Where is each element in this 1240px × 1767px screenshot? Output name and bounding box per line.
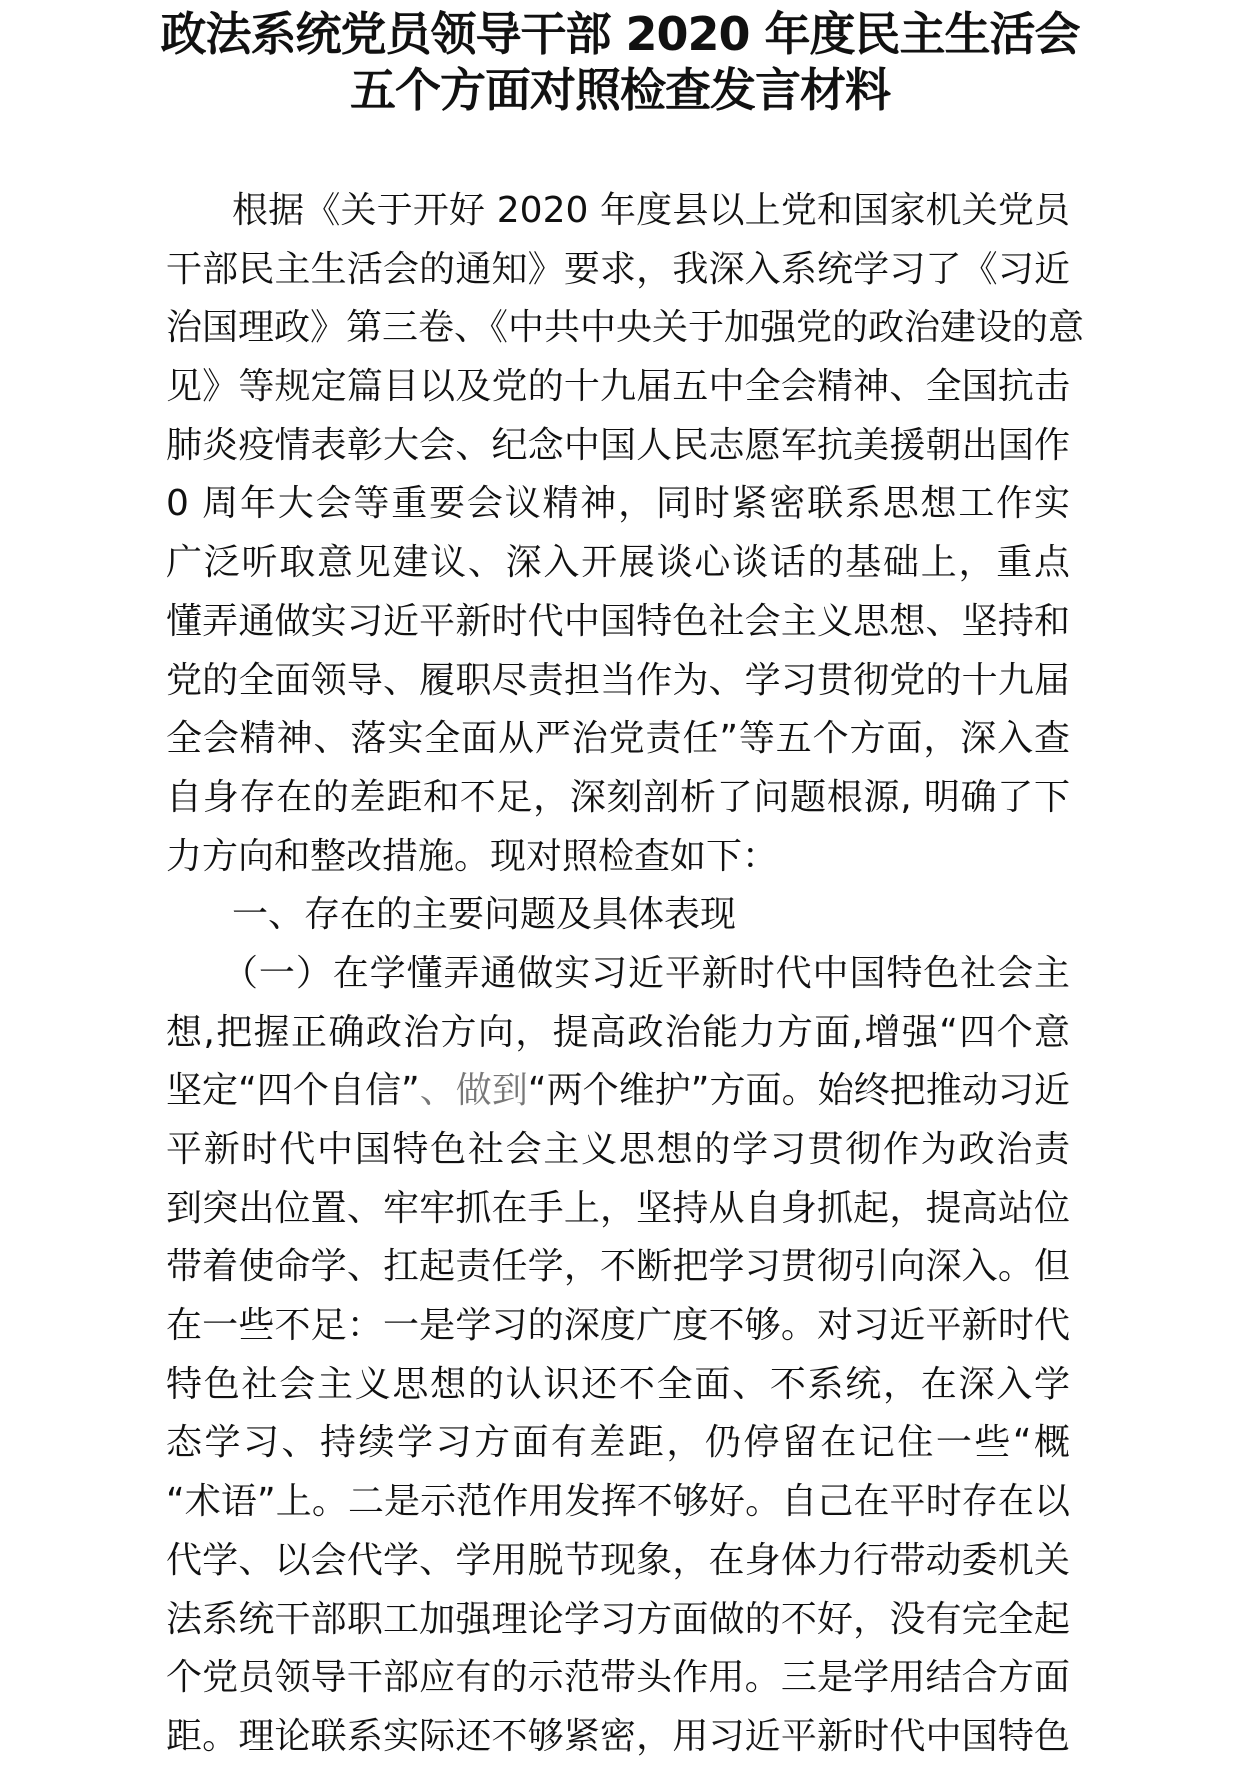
text-line: 特色社会主义思想的认识还不全面、不系统，在深入学 [166,1363,1070,1405]
text-line: 力方向和整改措施。现对照检查如下： [166,835,779,877]
text-line: 带着使命学、扛起责任学，不断把学习贯彻引向深入。但 [166,1246,1070,1288]
text-line [166,1062,1070,1121]
text-segment: “两个维护”方面。始终把推动习近 [527,1070,1070,1112]
text-line: 距。理论联系实际还不够紧密，用习近平新时代中国特色 [166,1715,1070,1757]
text-line: 态学习、持续学习方面有差距，仍停留在记住一些“概 [166,1422,1070,1464]
text-line: 到突出位置、牢牢抓在手上，坚持从自身抓起，提高站位 [166,1187,1070,1229]
text-line: （一）在学懂弄通做实习近平新时代中国特色社会主 [222,952,1070,994]
text-line: 广泛听取意见建议、深入开展谈心谈话的基础上，重点 [166,542,1070,584]
text-line: 自身存在的差距和不足，深刻剖析了问题根源, 明确了下 [166,776,1070,818]
text-segment: 坚定“四个自信” [166,1070,420,1112]
text-segment: 、做到 [419,1070,528,1112]
text-line: 根据《关于开好 2020 年度县以上党和国家机关党员 [232,190,1070,231]
text-line: “术语”上。二是示范作用发挥不够好。自己在平时存在以 [166,1481,1070,1523]
text-line: 0 周年大会等重要会议精神，同时紧密联系思想工作实 [166,483,1070,525]
text-line: 党的全面领导、履职尽责担当作为、学习贯彻党的十九届 [166,659,1070,701]
text-line: 治国理政》第三卷、《中共中央关于加强党的政治建设的意 [166,307,1085,349]
text-line: 法系统干部职工加强理论学习方面做的不好，没有完全起 [166,1598,1070,1640]
text-line: 全会精神、落实全面从严治党责任”等五个方面，深入查 [166,718,1070,760]
document-title-line-1: 政法系统党员领导干部 2020 年度民主生活会 [160,7,1080,61]
text-line: 见》等规定篇目以及党的十九届五中全会精神、全国抗击 [166,366,1070,408]
text-line: 代学、以会代学、学用脱节现象，在身体力行带动委机关 [166,1539,1070,1581]
text-line: 干部民主生活会的通知》要求，我深入系统学习了《习近 [166,248,1070,290]
section-heading: 一、存在的主要问题及具体表现 [232,894,737,936]
document-body [166,182,1085,1767]
text-line: 懂弄通做实习近平新时代中国特色社会主义思想、坚持和 [166,600,1070,642]
document-title-line-2: 五个方面对照检查发言材料 [350,63,890,117]
text-line: 想,把握正确政治方向，提高政治能力方面,增强“四个意 [166,1011,1070,1053]
text-line: 个党员领导干部应有的示范带头作用。三是学用结合方面 [166,1657,1070,1699]
text-line: 平新时代中国特色社会主义思想的学习贯彻作为政治责 [166,1129,1070,1170]
text-line: 肺炎疫情表彰大会、纪念中国人民志愿军抗美援朝出国作 [166,424,1070,466]
text-line: 在一些不足：一是学习的深度广度不够。对习近平新时代 [166,1305,1070,1347]
